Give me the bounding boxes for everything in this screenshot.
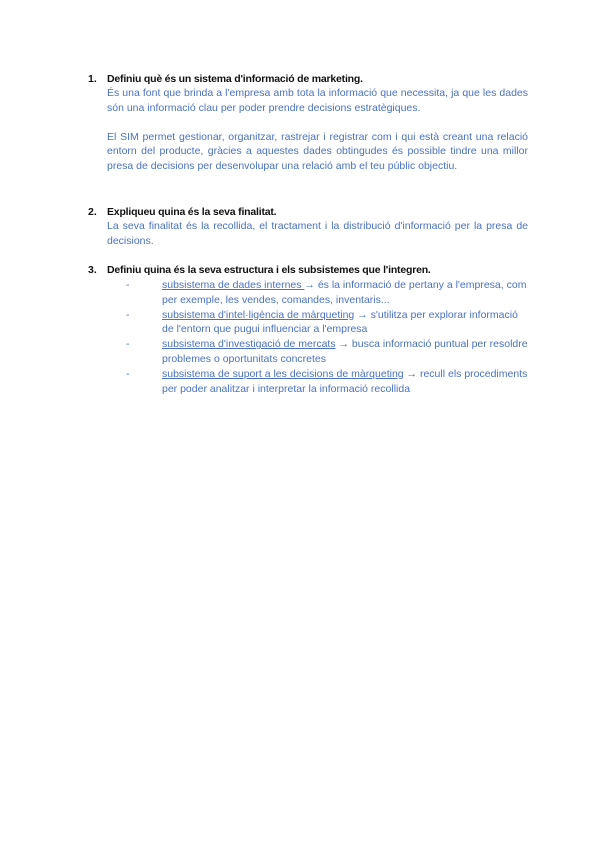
list-bullet: - <box>126 279 130 291</box>
answer-paragraph: El SIM permet gestionar, organitzar, rastrejar i registrar com i qui està creant una relació entorn del producte, gràcies a aquestes dades obtingudes és possible tindre una millor presa de decisions per desenvolupar una relació amb el teu públic objectiu. <box>107 130 528 173</box>
question-heading <box>88 263 528 277</box>
question-3 <box>88 263 528 396</box>
question-title: Expliqueu quina és la seva finalitat. <box>107 206 277 218</box>
list-item <box>88 278 528 308</box>
list-item <box>88 367 528 397</box>
question-number: 3. <box>88 264 97 276</box>
list-bullet: - <box>126 308 130 321</box>
question-number: 1. <box>88 73 97 85</box>
question-title: Definiu quina és la seva estructura i els subsistemes que l'integren. <box>107 264 431 276</box>
subsystem-description: → recull els procediments per poder analitzar i interpretar la informació recollida <box>162 367 528 395</box>
subsystem-term: subsistema d'intel·ligència de màrqueting <box>162 308 355 321</box>
list-item <box>88 337 528 367</box>
question-heading <box>88 72 528 86</box>
subsystem-term: subsistema d'investigació de mercats <box>162 338 336 351</box>
subsystem-description: → és la informació de pertany a l'empresa, com per exemple, les vendes, comandes, inventaris... <box>162 279 527 306</box>
subsystem-description: → s'utilitza per explorar informació de l'entorn que pugui influenciar a l'empresa <box>162 308 518 336</box>
subsystem-description: → busca informació puntual per resoldre problemes o oportunitats concretes <box>162 338 528 365</box>
subsystem-list <box>88 278 528 396</box>
question-number: 2. <box>88 206 97 218</box>
question-1 <box>88 72 528 174</box>
list-bullet: - <box>126 367 130 380</box>
subsystem-term: subsistema de suport a les decisions de màrqueting <box>162 367 404 380</box>
question-title: Definiu què és un sistema d'informació de marketing. <box>107 73 363 85</box>
question-2 <box>88 205 528 249</box>
list-item <box>88 308 528 338</box>
answer-paragraph: La seva finalitat és la recollida, el tractament i la distribució d'informació per la presa de decisions. <box>107 220 528 247</box>
subsystem-term: subsistema de dades internes <box>162 279 305 291</box>
list-bullet: - <box>126 338 130 351</box>
question-heading <box>88 205 528 219</box>
answer-paragraph: És una font que brinda a l'empresa amb tota la informació que necessita, ja que les dades són una informació clau per poder prendre decisions estratègiques. <box>107 87 528 114</box>
